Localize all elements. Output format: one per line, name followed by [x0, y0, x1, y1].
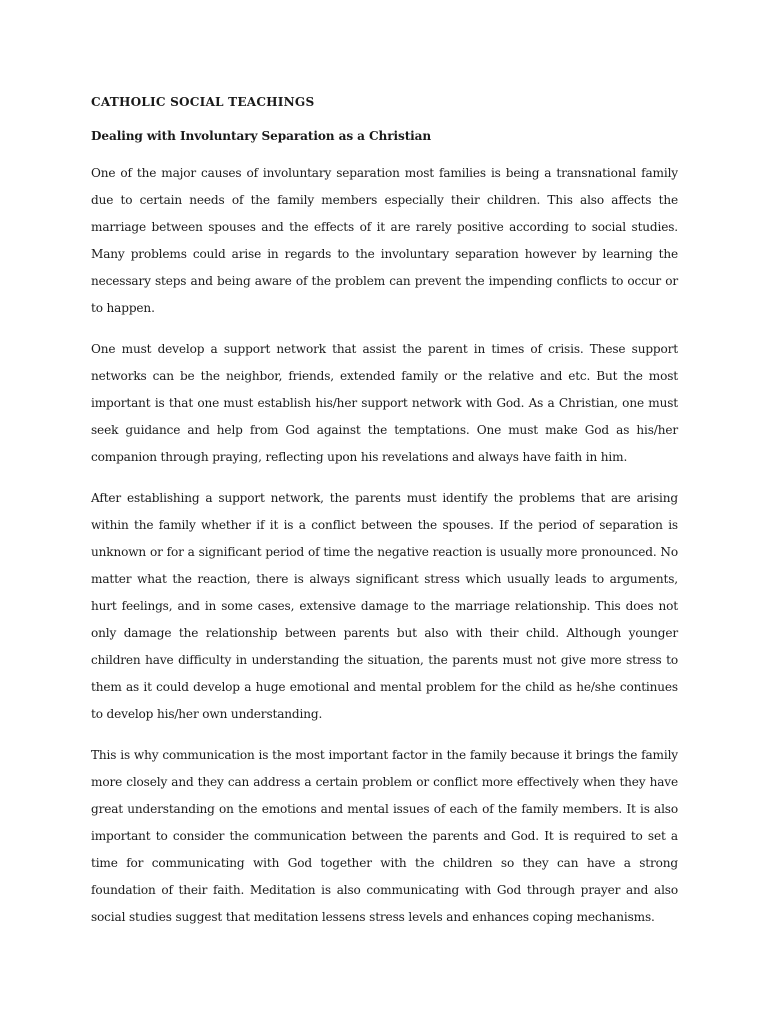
paragraph: This is why communication is the most important factor in the family because it brings the family more closely and they can address a certain problem or conflict more effectively when they have great understanding on the emotions and mental issues of each of the family members. It is also important to consider the communication between the parents and God. It is required to set a time for communicating with God together with the children so they can have a strong foundation of their faith. Meditation is also communicating with God through prayer and also social studies suggest that meditation lessens stress levels and enhances coping mechanisms. [91, 748, 678, 924]
paragraph: After establishing a support network, the parents must identify the problems that are arising within the family whether if it is a conflict between the spouses. If the period of separation is unknown or for a significant period of time the negative reaction is usually more pronounced. No matter what the reaction, there is always significant stress which usually leads to arguments, hurt feelings, and in some cases, extensive damage to the marriage relationship. This does not only damage the relationship between parents but also with their child. Although younger children have difficulty in understanding the situation, the parents must not give more stress to them as it could develop a huge emotional and mental problem for the child as he/she continues to develop his/her own understanding. [91, 491, 678, 721]
document-subtitle: Dealing with Involuntary Separation as a Christian [91, 129, 432, 143]
paragraph: One must develop a support network that assist the parent in times of crisis. These support networks can be the neighbor, friends, extended family or the relative and etc. But the most important is that one must establish his/her support network with God. As a Christian, one must seek guidance and help from God against the temptations. One must make God as his/her companion through praying, reflecting upon his revelations and always have faith in him. [91, 342, 678, 464]
paragraph: One of the major causes of involuntary separation most families is being a transnational family due to certain needs of the family members especially their children. This also affects the marriage between spouses and the effects of it are rarely positive according to social studies. Many problems could arise in regards to the involuntary separation however by learning the necessary steps and being aware of the problem can prevent the impending conflicts to occur or to happen. [91, 166, 678, 315]
document-title: CATHOLIC SOCIAL TEACHINGS [91, 95, 315, 109]
document-page [91, 92, 678, 931]
